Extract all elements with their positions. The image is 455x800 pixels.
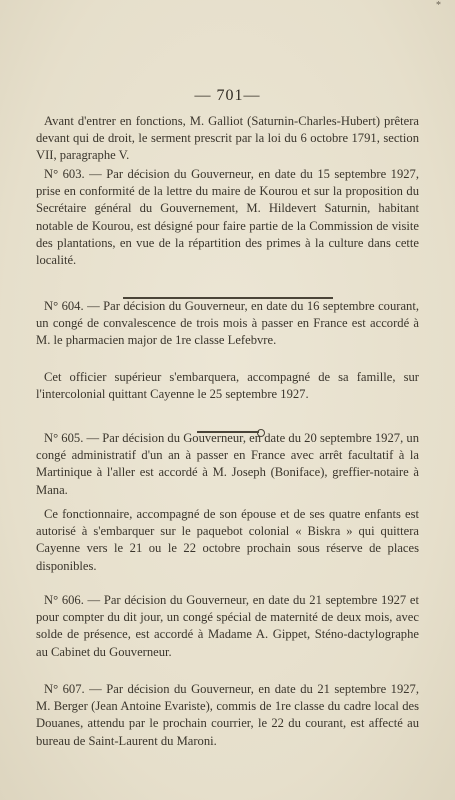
paragraph-decision-604: N° 604. — Par décision du Gouverneur, en date du 16 septembre courant, un congé de convalescence de trois mois à passer en France est accordé à M. le pharmacien major de 1re classe Lefebvre. <box>36 299 419 348</box>
paragraph-decision-604-embark: Cet officier supérieur s'embarquera, accompagné de sa famille, sur l'intercolonial quittant Cayenne le 25 septembre 1927. <box>36 370 419 402</box>
paragraph-decision-605: N° 605. — Par décision du Gouverneur, en date du 20 septembre 1927, un congé administratif d'un an à passer en France avec arrêt facultatif à la Martinique à l'aller est accordé à M. Joseph (Boniface), greffier-notaire à Mana. <box>36 431 419 497</box>
paragraph-decision-603: N° 603. — Par décision du Gouverneur, en date du 15 septembre 1927, prise en conformité de la lettre du maire de Kourou et sur la proposition du Secrétaire général du Gouvernement, M. Hildevert Saturnin, habitant notable de Kourou, est désigné pour faire partie de la Commission de visite des plantations, en vue de la répartition des primes à la culture dans cette localité. <box>36 167 419 268</box>
corner-mark: * <box>436 0 441 11</box>
paragraph-decision-606: N° 606. — Par décision du Gouverneur, en date du 21 septembre 1927 et pour compter du dit jour, un congé spécial de maternité de deux mois, avec solde de présence, est accordé à Madame A. Gippet, Sténo-dactylographe au Cabinet du Gouverneur. <box>36 593 419 659</box>
paragraph-decision-605-embark: Ce fonctionnaire, accompagné de son épouse et de ses quatre enfants est autorisé à s'embarquer sur le paquebot colonial « Biskra » qui quittera Cayenne vers le 21 ou le 22 octobre prochain sous réserve de places disponibles. <box>36 507 419 573</box>
paragraph-oath: Avant d'entrer en fonctions, M. Galliot (Saturnin-Charles-Hubert) prêtera devant qui de droit, le serment prescrit par la loi du 6 octobre 1791, section VII, paragraphe V. <box>36 114 419 163</box>
page-number: — 701— <box>194 87 261 104</box>
paragraph-decision-607: N° 607. — Par décision du Gouverneur, en date du 21 septembre 1927, M. Berger (Jean Antoine Evariste), commis de 1re classe du cadre local des Douanes, attendu par le prochain courrier, le 22 du courant, est affecté au bureau de Saint-Laurent du Maroni. <box>36 682 419 748</box>
